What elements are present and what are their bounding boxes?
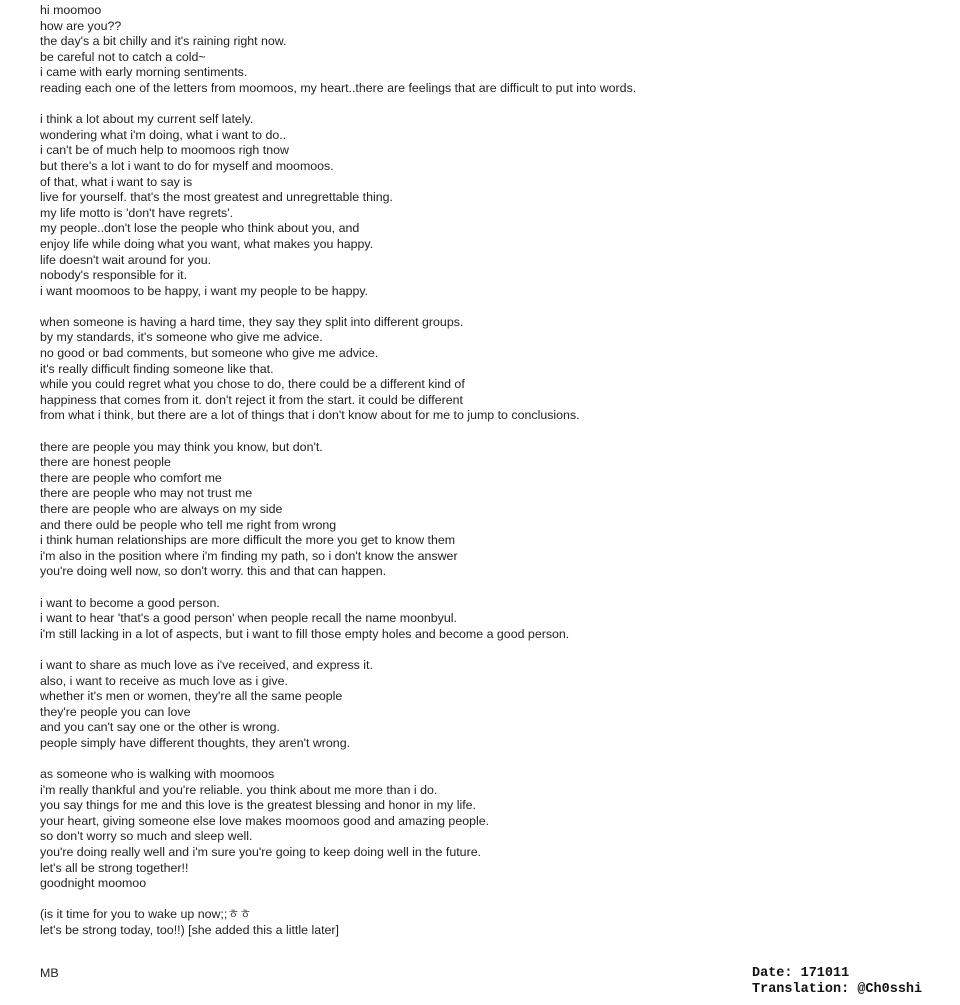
letter-line: but there's a lot i want to do for myself and moomoos. [40, 158, 334, 173]
letter-line: i can't be of much help to moomoos righ tnow [40, 143, 289, 158]
letter-paragraph [40, 596, 940, 643]
letter-paragraph [40, 658, 940, 752]
letter-line: hi moomoo [40, 3, 102, 17]
letter-line: while you could regret what you chose to do, there could be a different kind of [40, 377, 465, 392]
letter-line: whether it's men or women, they're all the same people [40, 689, 343, 704]
date-label: Date: 171011 [752, 966, 850, 981]
letter-line: there are people you may think you know, but don't. [40, 439, 323, 454]
letter-line: they're people you can love [40, 704, 191, 719]
letter-line: wondering what i'm doing, what i want to do.. [40, 127, 287, 142]
letter-line: reading each one of the letters from moomoos, my heart..there are feelings that are difficult to put into words. [40, 80, 637, 95]
letter-line: i'm also in the position where i'm finding my path, so i don't know the answer [40, 548, 458, 563]
letter-line: your heart, giving someone else love makes moomoos good and amazing people. [40, 813, 490, 828]
letter-line: (is it time for you to wake up now;;ㅎㅎ [40, 907, 252, 922]
letter-paragraph [40, 315, 940, 424]
letter-line: you say things for me and this love is the greatest blessing and honor in my life. [40, 798, 476, 813]
letter-line: i want to become a good person. [40, 595, 220, 610]
letter-line: goodnight moomoo [40, 876, 147, 891]
letter-paragraph [40, 3, 940, 97]
letter-line: how are you?? [40, 18, 122, 33]
letter-line: no good or bad comments, but someone who give me advice. [40, 346, 379, 361]
letter-line: i think human relationships are more difficult the more you get to know them [40, 533, 456, 548]
letter-line: there are people who may not trust me [40, 486, 253, 501]
letter-paragraph [40, 767, 940, 892]
letter-line: let's all be strong together!! [40, 860, 189, 875]
letter-line: when someone is having a hard time, they say they split into different groups. [40, 314, 464, 329]
letter-line: nobody's responsible for it. [40, 268, 188, 283]
letter-line: also, i want to receive as much love as i give. [40, 673, 288, 688]
letter-line: people simply have different thoughts, they aren't wrong. [40, 735, 351, 750]
letter-line: let's be strong today, too!!) [she added this a little later] [40, 923, 339, 938]
letter-line: it's really difficult finding someone like that. [40, 361, 274, 376]
letter-line: i came with early morning sentiments. [40, 65, 248, 80]
letter-line: life doesn't wait around for you. [40, 252, 212, 267]
letter-line: the day's a bit chilly and it's raining right now. [40, 34, 287, 49]
translation-label: Translation: @Ch0sshi [752, 982, 923, 997]
letter-line: i'm really thankful and you're reliable. you think about me more than i do. [40, 782, 438, 797]
letter-line: of that, what i want to say is [40, 174, 193, 189]
letter-line: live for yourself. that's the most greatest and unregrettable thing. [40, 190, 393, 205]
letter-line: and you can't say one or the other is wrong. [40, 720, 280, 735]
letter-line: be careful not to catch a cold~ [40, 49, 206, 64]
letter-line: there are honest people [40, 455, 171, 470]
letter-line: by my standards, it's someone who give me advice. [40, 330, 323, 345]
letter-line: i want moomoos to be happy, i want my people to be happy. [40, 283, 369, 298]
letter-paragraph [40, 907, 940, 938]
letter-paragraph [40, 440, 940, 580]
letter-line: and there ould be people who tell me right from wrong [40, 517, 337, 532]
letter-line: i want to hear 'that's a good person' when people recall the name moonbyul. [40, 611, 457, 626]
letter-line: there are people who comfort me [40, 470, 222, 485]
letter-paragraph [40, 112, 940, 299]
signature: MB [40, 966, 59, 980]
letter-line: i want to share as much love as i've received, and express it. [40, 657, 373, 672]
letter-line: you're doing really well and i'm sure you're going to keep doing well in the future. [40, 845, 482, 860]
letter-body [40, 3, 940, 954]
letter-line: i think a lot about my current self lately. [40, 112, 254, 127]
letter-line: my people..don't lose the people who think about you, and [40, 221, 360, 236]
letter-line: enjoy life while doing what you want, what makes you happy. [40, 236, 374, 251]
letter-line: i'm still lacking in a lot of aspects, but i want to fill those empty holes and become a good person. [40, 626, 570, 641]
letter-line: happiness that comes from it. don't reject it from the start. it could be different [40, 392, 463, 407]
letter-line: you're doing well now, so don't worry. this and that can happen. [40, 564, 387, 579]
letter-line: so don't worry so much and sleep well. [40, 829, 253, 844]
letter-line: there are people who are always on my side [40, 502, 283, 516]
letter-line: as someone who is walking with moomoos [40, 767, 275, 782]
translation-credits [752, 966, 922, 998]
letter-line: from what i think, but there are a lot of things that i don't know about for me to jump to conclusions. [40, 408, 580, 423]
letter-line: my life motto is 'don't have regrets'. [40, 205, 234, 220]
